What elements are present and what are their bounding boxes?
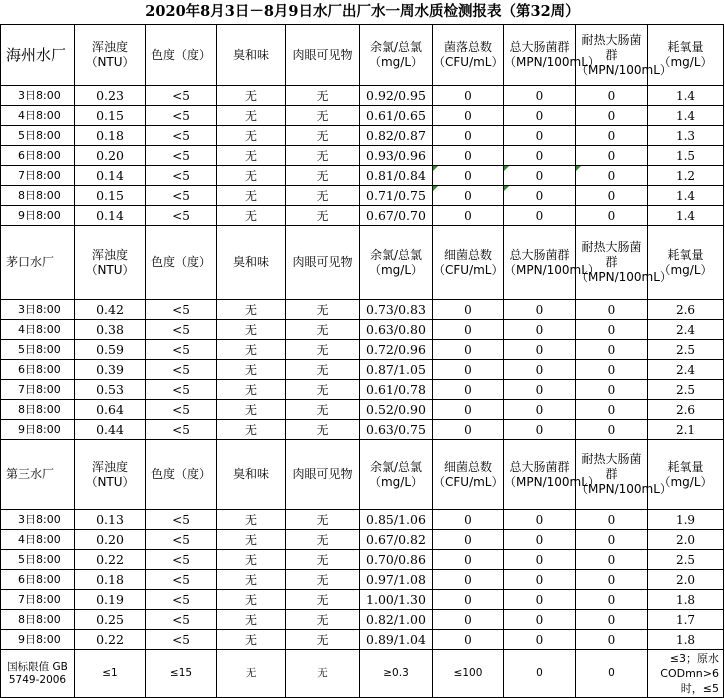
cell-odor: 无: [217, 550, 286, 570]
cell-total-coliform: 0: [504, 590, 576, 610]
cell-odor: 无: [217, 380, 286, 400]
limit-total-coliform: 0: [504, 650, 576, 698]
cell-turbidity: 0.53: [75, 380, 146, 400]
limit-chroma: ≤15: [146, 650, 217, 698]
table-row: [1, 360, 724, 380]
row-date: 8日8:00: [1, 400, 75, 420]
column-header-odor: 臭和味: [217, 25, 286, 86]
cell-oxygen-consumption: 2.5: [648, 340, 724, 360]
cell-oxygen-consumption: 2.0: [648, 570, 724, 590]
cell-chlorine: 0.71/0.75: [360, 186, 433, 206]
cell-visible-matter: 无: [286, 360, 360, 380]
table-row: [1, 420, 724, 440]
column-header-odor: 臭和味: [217, 226, 286, 300]
table-row: [1, 530, 724, 550]
cell-oxygen-consumption: 1.4: [648, 206, 724, 226]
cell-chlorine: 0.89/1.04: [360, 630, 433, 650]
cell-total-coliform: 0: [504, 550, 576, 570]
table-row: [1, 570, 724, 590]
cell-odor: 无: [217, 340, 286, 360]
cell-bacteria: 0: [433, 126, 504, 146]
cell-odor: 无: [217, 570, 286, 590]
limit-chlorine: ≥0.3: [360, 650, 433, 698]
cell-oxygen-consumption: 1.4: [648, 186, 724, 206]
cell-chlorine: 0.72/0.96: [360, 340, 433, 360]
cell-odor: 无: [217, 206, 286, 226]
cell-chroma: <5: [146, 186, 217, 206]
cell-odor: 无: [217, 630, 286, 650]
cell-chlorine: 0.93/0.96: [360, 146, 433, 166]
row-date: 5日8:00: [1, 126, 75, 146]
column-header-chroma: 色度（度）: [146, 226, 217, 300]
cell-thermotolerant-coliform: 0: [576, 420, 648, 440]
page-title: 2020年8月3日－8月9日水厂出厂水一周水质检测报表（第32周）: [145, 3, 580, 20]
cell-odor: 无: [217, 146, 286, 166]
table-body: [1, 25, 724, 698]
cell-chroma: <5: [146, 510, 217, 530]
cell-chroma: <5: [146, 550, 217, 570]
cell-total-coliform: 0: [504, 420, 576, 440]
cell-turbidity: 0.64: [75, 400, 146, 420]
cell-odor: 无: [217, 126, 286, 146]
cell-total-coliform: 0: [504, 206, 576, 226]
cell-bacteria: 0: [433, 420, 504, 440]
cell-total-coliform: 0: [504, 186, 576, 206]
cell-visible-matter: 无: [286, 510, 360, 530]
cell-bacteria: 0: [433, 106, 504, 126]
cell-chroma: <5: [146, 380, 217, 400]
cell-bacteria: 0: [433, 590, 504, 610]
column-header-turbidity: 浑浊度（NTU）: [75, 25, 146, 86]
cell-thermotolerant-coliform: 0: [576, 510, 648, 530]
column-header-total-coliform: 总大肠菌群（MPN/100mL）: [504, 440, 576, 510]
row-date: 9日8:00: [1, 206, 75, 226]
row-date: 5日8:00: [1, 550, 75, 570]
column-header-bacteria: 菌落总数（CFU/mL）: [433, 25, 504, 86]
cell-chlorine: 0.67/0.70: [360, 206, 433, 226]
row-date: 4日8:00: [1, 320, 75, 340]
cell-visible-matter: 无: [286, 380, 360, 400]
table-row: [1, 186, 724, 206]
cell-thermotolerant-coliform: 0: [576, 86, 648, 106]
row-date: 6日8:00: [1, 570, 75, 590]
row-date: 9日8:00: [1, 630, 75, 650]
cell-bacteria: 0: [433, 320, 504, 340]
cell-chroma: <5: [146, 300, 217, 320]
cell-total-coliform: 0: [504, 126, 576, 146]
cell-turbidity: 0.42: [75, 300, 146, 320]
cell-visible-matter: 无: [286, 570, 360, 590]
cell-chlorine: 0.81/0.84: [360, 166, 433, 186]
cell-odor: 无: [217, 106, 286, 126]
row-date: 3日8:00: [1, 86, 75, 106]
cell-visible-matter: 无: [286, 550, 360, 570]
cell-oxygen-consumption: 2.0: [648, 530, 724, 550]
table-row: [1, 320, 724, 340]
cell-oxygen-consumption: 2.6: [648, 400, 724, 420]
cell-chlorine: 0.67/0.82: [360, 530, 433, 550]
cell-chroma: <5: [146, 340, 217, 360]
column-header-turbidity: 浑浊度（NTU）: [75, 226, 146, 300]
row-date: 3日8:00: [1, 510, 75, 530]
cell-oxygen-consumption: 1.8: [648, 630, 724, 650]
table-row: [1, 146, 724, 166]
cell-bacteria: 0: [433, 550, 504, 570]
cell-bacteria: 0: [433, 630, 504, 650]
column-header-bacteria: 细菌总数（CFU/mL）: [433, 226, 504, 300]
cell-turbidity: 0.14: [75, 206, 146, 226]
cell-total-coliform: 0: [504, 380, 576, 400]
cell-bacteria: 0: [433, 570, 504, 590]
table-row: [1, 380, 724, 400]
table-row: [1, 340, 724, 360]
cell-chroma: <5: [146, 400, 217, 420]
cell-turbidity: 0.59: [75, 340, 146, 360]
table-row: [1, 166, 724, 186]
cell-visible-matter: 无: [286, 320, 360, 340]
cell-total-coliform: 0: [504, 630, 576, 650]
cell-oxygen-consumption: 2.4: [648, 360, 724, 380]
row-date: 9日8:00: [1, 420, 75, 440]
column-header-visible-matter: 肉眼可见物: [286, 440, 360, 510]
cell-visible-matter: 无: [286, 106, 360, 126]
cell-thermotolerant-coliform: 0: [576, 400, 648, 420]
limit-bacteria: ≤100: [433, 650, 504, 698]
limit-visible-matter: 无: [286, 650, 360, 698]
cell-odor: 无: [217, 166, 286, 186]
cell-visible-matter: 无: [286, 420, 360, 440]
cell-visible-matter: 无: [286, 146, 360, 166]
table-row: [1, 106, 724, 126]
column-header-oxygen-consumption: 耗氧量（mg/L）: [648, 25, 724, 86]
cell-turbidity: 0.14: [75, 166, 146, 186]
cell-thermotolerant-coliform: 0: [576, 530, 648, 550]
cell-chroma: <5: [146, 420, 217, 440]
cell-turbidity: 0.25: [75, 610, 146, 630]
limit-label: 国标限值 GB 5749-2006: [1, 650, 75, 698]
cell-oxygen-consumption: 1.9: [648, 510, 724, 530]
row-date: 6日8:00: [1, 360, 75, 380]
cell-oxygen-consumption: 2.6: [648, 300, 724, 320]
cell-chroma: <5: [146, 630, 217, 650]
cell-chlorine: 0.52/0.90: [360, 400, 433, 420]
row-date: 8日8:00: [1, 610, 75, 630]
cell-visible-matter: 无: [286, 400, 360, 420]
cell-chroma: <5: [146, 126, 217, 146]
cell-thermotolerant-coliform: 0: [576, 630, 648, 650]
cell-turbidity: 0.15: [75, 186, 146, 206]
cell-chroma: <5: [146, 166, 217, 186]
table-row: [1, 550, 724, 570]
cell-turbidity: 0.23: [75, 86, 146, 106]
cell-odor: 无: [217, 510, 286, 530]
plant-name: 海州水厂: [1, 25, 75, 86]
plant-name: 第三水厂: [1, 440, 75, 510]
cell-total-coliform: 0: [504, 300, 576, 320]
cell-turbidity: 0.18: [75, 570, 146, 590]
cell-chlorine: 0.73/0.83: [360, 300, 433, 320]
cell-total-coliform: 0: [504, 610, 576, 630]
cell-total-coliform: 0: [504, 510, 576, 530]
cell-total-coliform: 0: [504, 166, 576, 186]
cell-bacteria: 0: [433, 166, 504, 186]
cell-chroma: <5: [146, 590, 217, 610]
cell-visible-matter: 无: [286, 86, 360, 106]
cell-odor: 无: [217, 320, 286, 340]
plant-header-row: [1, 440, 724, 510]
cell-bacteria: 0: [433, 186, 504, 206]
cell-chroma: <5: [146, 146, 217, 166]
column-header-odor: 臭和味: [217, 440, 286, 510]
column-header-chroma: 色度（度）: [146, 440, 217, 510]
row-date: 8日8:00: [1, 186, 75, 206]
cell-total-coliform: 0: [504, 86, 576, 106]
cell-visible-matter: 无: [286, 630, 360, 650]
cell-chlorine: 0.85/1.06: [360, 510, 433, 530]
cell-turbidity: 0.20: [75, 146, 146, 166]
cell-odor: 无: [217, 420, 286, 440]
cell-chlorine: 0.61/0.65: [360, 106, 433, 126]
cell-bacteria: 0: [433, 380, 504, 400]
cell-total-coliform: 0: [504, 570, 576, 590]
cell-turbidity: 0.22: [75, 550, 146, 570]
cell-thermotolerant-coliform: 0: [576, 570, 648, 590]
cell-total-coliform: 0: [504, 340, 576, 360]
column-header-visible-matter: 肉眼可见物: [286, 226, 360, 300]
column-header-bacteria: 细菌总数（CFU/mL）: [433, 440, 504, 510]
plant-header-row: [1, 226, 724, 300]
cell-oxygen-consumption: 1.7: [648, 610, 724, 630]
cell-oxygen-consumption: 2.5: [648, 550, 724, 570]
cell-bacteria: 0: [433, 300, 504, 320]
cell-chlorine: 0.82/0.87: [360, 126, 433, 146]
column-header-total-coliform: 总大肠菌群（MPN/100mL）: [504, 226, 576, 300]
cell-thermotolerant-coliform: 0: [576, 186, 648, 206]
column-header-thermotolerant-coliform: 耐热大肠菌群（MPN/100mL）: [576, 226, 648, 300]
column-header-chroma: 色度（度）: [146, 25, 217, 86]
cell-thermotolerant-coliform: 0: [576, 380, 648, 400]
cell-thermotolerant-coliform: 0: [576, 550, 648, 570]
cell-turbidity: 0.38: [75, 320, 146, 340]
column-header-thermotolerant-coliform: 耐热大肠菌群（MPN/100mL）: [576, 25, 648, 86]
cell-thermotolerant-coliform: 0: [576, 166, 648, 186]
cell-bacteria: 0: [433, 510, 504, 530]
cell-oxygen-consumption: 2.4: [648, 320, 724, 340]
cell-turbidity: 0.13: [75, 510, 146, 530]
row-date: 7日8:00: [1, 166, 75, 186]
water-quality-table: [0, 24, 724, 698]
cell-total-coliform: 0: [504, 146, 576, 166]
cell-chroma: <5: [146, 106, 217, 126]
cell-thermotolerant-coliform: 0: [576, 300, 648, 320]
row-date: 5日8:00: [1, 340, 75, 360]
cell-chlorine: 0.63/0.80: [360, 320, 433, 340]
cell-visible-matter: 无: [286, 530, 360, 550]
cell-oxygen-consumption: 1.5: [648, 146, 724, 166]
table-row: [1, 400, 724, 420]
cell-total-coliform: 0: [504, 530, 576, 550]
cell-total-coliform: 0: [504, 106, 576, 126]
cell-turbidity: 0.18: [75, 126, 146, 146]
cell-chlorine: 0.63/0.75: [360, 420, 433, 440]
cell-chlorine: 0.97/1.08: [360, 570, 433, 590]
cell-visible-matter: 无: [286, 590, 360, 610]
cell-chlorine: 0.87/1.05: [360, 360, 433, 380]
column-header-turbidity: 浑浊度（NTU）: [75, 440, 146, 510]
row-date: 6日8:00: [1, 146, 75, 166]
column-header-chlorine: 余氯/总氯（mg/L）: [360, 226, 433, 300]
cell-visible-matter: 无: [286, 166, 360, 186]
row-date: 7日8:00: [1, 590, 75, 610]
cell-chlorine: 0.70/0.86: [360, 550, 433, 570]
cell-oxygen-consumption: 1.3: [648, 126, 724, 146]
cell-turbidity: 0.22: [75, 630, 146, 650]
cell-visible-matter: 无: [286, 610, 360, 630]
cell-oxygen-consumption: 1.4: [648, 106, 724, 126]
column-header-oxygen-consumption: 耗氧量（mg/L）: [648, 226, 724, 300]
row-date: 4日8:00: [1, 106, 75, 126]
row-date: 7日8:00: [1, 380, 75, 400]
cell-bacteria: 0: [433, 610, 504, 630]
cell-bacteria: 0: [433, 86, 504, 106]
table-row: [1, 86, 724, 106]
cell-odor: 无: [217, 186, 286, 206]
cell-total-coliform: 0: [504, 360, 576, 380]
cell-visible-matter: 无: [286, 126, 360, 146]
cell-oxygen-consumption: 2.1: [648, 420, 724, 440]
cell-bacteria: 0: [433, 360, 504, 380]
cell-bacteria: 0: [433, 340, 504, 360]
cell-turbidity: 0.15: [75, 106, 146, 126]
plant-name: 茅口水厂: [1, 226, 75, 300]
cell-chroma: <5: [146, 320, 217, 340]
cell-odor: 无: [217, 86, 286, 106]
cell-chroma: <5: [146, 206, 217, 226]
cell-visible-matter: 无: [286, 340, 360, 360]
row-date: 3日8:00: [1, 300, 75, 320]
row-date: 4日8:00: [1, 530, 75, 550]
column-header-visible-matter: 肉眼可见物: [286, 25, 360, 86]
cell-visible-matter: 无: [286, 186, 360, 206]
cell-turbidity: 0.20: [75, 530, 146, 550]
cell-bacteria: 0: [433, 206, 504, 226]
cell-odor: 无: [217, 400, 286, 420]
plant-header-row: [1, 25, 724, 86]
cell-turbidity: 0.19: [75, 590, 146, 610]
cell-oxygen-consumption: 2.5: [648, 380, 724, 400]
cell-chroma: <5: [146, 610, 217, 630]
cell-turbidity: 0.44: [75, 420, 146, 440]
column-header-chlorine: 余氯/总氯（mg/L）: [360, 440, 433, 510]
table-row: [1, 510, 724, 530]
cell-odor: 无: [217, 300, 286, 320]
cell-chlorine: 0.82/1.00: [360, 610, 433, 630]
cell-oxygen-consumption: 1.4: [648, 86, 724, 106]
limit-thermotolerant-coliform: 0: [576, 650, 648, 698]
column-header-total-coliform: 总大肠菌群（MPN/100mL）: [504, 25, 576, 86]
cell-chroma: <5: [146, 570, 217, 590]
cell-thermotolerant-coliform: 0: [576, 360, 648, 380]
cell-odor: 无: [217, 610, 286, 630]
cell-thermotolerant-coliform: 0: [576, 320, 648, 340]
cell-chroma: <5: [146, 530, 217, 550]
column-header-chlorine: 余氯/总氯（mg/L）: [360, 25, 433, 86]
cell-odor: 无: [217, 360, 286, 380]
cell-visible-matter: 无: [286, 206, 360, 226]
cell-total-coliform: 0: [504, 400, 576, 420]
limit-odor: 无: [217, 650, 286, 698]
cell-bacteria: 0: [433, 530, 504, 550]
cell-odor: 无: [217, 590, 286, 610]
cell-chlorine: 0.61/0.78: [360, 380, 433, 400]
cell-visible-matter: 无: [286, 300, 360, 320]
table-row: [1, 126, 724, 146]
limit-oxygen-consumption: ≤3；原水CODmn>6时，≤5: [648, 650, 724, 698]
cell-thermotolerant-coliform: 0: [576, 106, 648, 126]
table-row: [1, 630, 724, 650]
cell-thermotolerant-coliform: 0: [576, 610, 648, 630]
cell-thermotolerant-coliform: 0: [576, 590, 648, 610]
cell-chroma: <5: [146, 360, 217, 380]
limit-turbidity: ≤1: [75, 650, 146, 698]
cell-thermotolerant-coliform: 0: [576, 206, 648, 226]
cell-bacteria: 0: [433, 146, 504, 166]
table-row: [1, 300, 724, 320]
cell-chlorine: 1.00/1.30: [360, 590, 433, 610]
cell-chroma: <5: [146, 86, 217, 106]
table-row: [1, 610, 724, 630]
cell-turbidity: 0.39: [75, 360, 146, 380]
table-row: [1, 590, 724, 610]
cell-total-coliform: 0: [504, 320, 576, 340]
cell-oxygen-consumption: 1.2: [648, 166, 724, 186]
cell-chlorine: 0.92/0.95: [360, 86, 433, 106]
cell-thermotolerant-coliform: 0: [576, 340, 648, 360]
cell-thermotolerant-coliform: 0: [576, 126, 648, 146]
national-limit-row: [1, 650, 724, 698]
cell-oxygen-consumption: 1.8: [648, 590, 724, 610]
cell-thermotolerant-coliform: 0: [576, 146, 648, 166]
column-header-thermotolerant-coliform: 耐热大肠菌群（MPN/100mL）: [576, 440, 648, 510]
table-row: [1, 206, 724, 226]
column-header-oxygen-consumption: 耗氧量（mg/L）: [648, 440, 724, 510]
cell-bacteria: 0: [433, 400, 504, 420]
cell-odor: 无: [217, 530, 286, 550]
